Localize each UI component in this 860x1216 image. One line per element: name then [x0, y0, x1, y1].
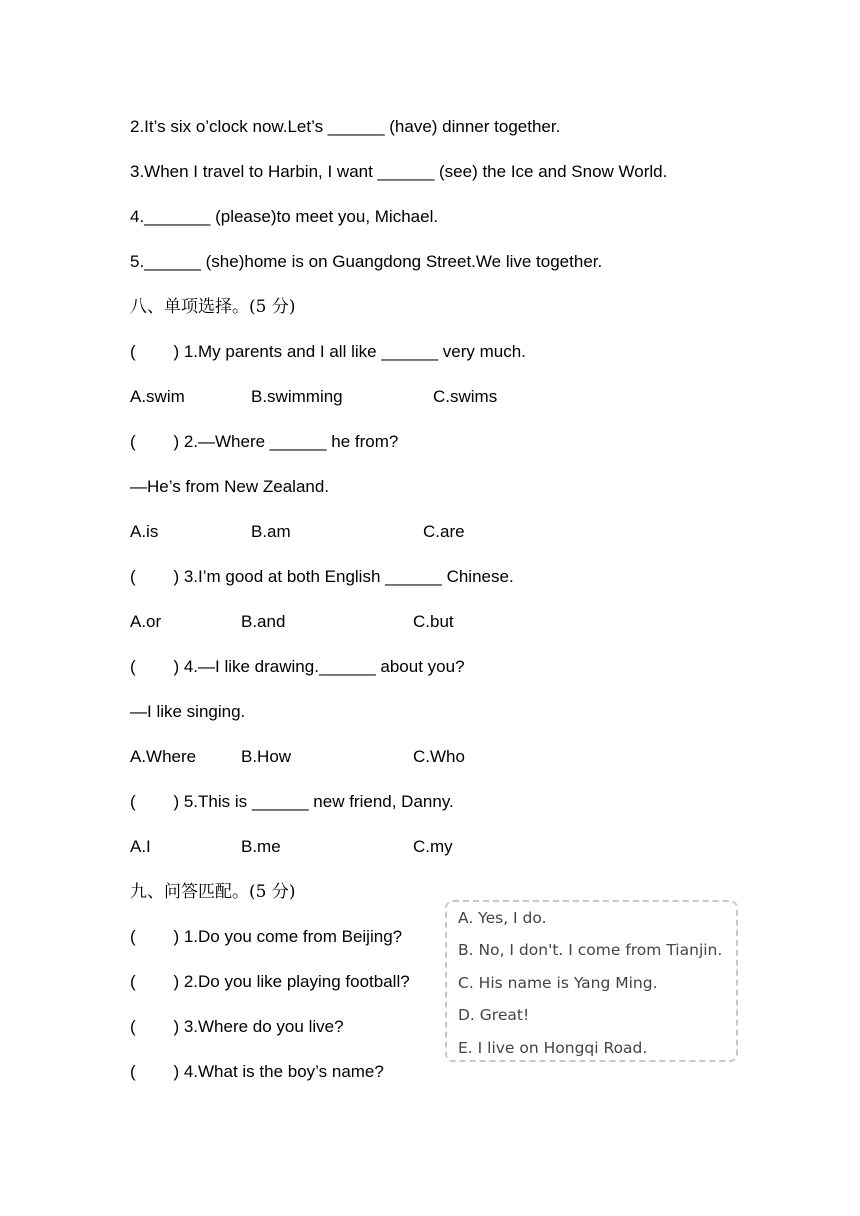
mc-question-5-option-c: C.my [413, 837, 453, 856]
match-question-1: ( ) 1.Do you come from Beijing? [130, 927, 403, 946]
mc-question-3-option-c: C.but [413, 612, 454, 631]
mc-question-3: ( ) 3.I’m good at both English ______ Chinese. [130, 567, 514, 586]
mc-question-5-option-a: A.I [130, 837, 151, 856]
answer-choice-d: D. Great! [458, 1006, 530, 1024]
mc-question-3-option-a: A.or [130, 612, 162, 631]
section-9-heading: 九、问答匹配。(5 分) [130, 882, 296, 902]
match-question-3: ( ) 3.Where do you live? [130, 1017, 344, 1036]
mc-question-1: ( ) 1.My parents and I all like ______ very much. [130, 342, 526, 361]
answer-choice-a: A. Yes, I do. [458, 909, 547, 927]
mc-question-5-option-b: B.me [241, 837, 281, 856]
answer-choice-c: C. His name is Yang Ming. [458, 974, 658, 992]
fill-blank-question-3: 3.When I travel to Harbin, I want ______ (see) the Ice and Snow World. [130, 162, 668, 181]
mc-question-1-option-c: C.swims [433, 387, 498, 406]
mc-question-5: ( ) 5.This is ______ new friend, Danny. [130, 792, 454, 811]
mc-question-4-option-b: B.How [241, 747, 292, 766]
section-8-heading: 八、单项选择。(5 分) [130, 297, 296, 317]
answer-choice-e: E. I live on Hongqi Road. [458, 1039, 648, 1057]
mc-question-4: ( ) 4.—I like drawing.______ about you? [130, 657, 465, 676]
answer-choices-box [445, 900, 738, 1062]
answer-choice-b: B. No, I don't. I come from Tianjin. [458, 941, 723, 959]
fill-blank-question-4: 4._______ (please)to meet you, Michael. [130, 207, 439, 226]
mc-question-2: ( ) 2.—Where ______ he from? [130, 432, 399, 451]
fill-blank-question-5: 5.______ (she)home is on Guangdong Street.We live together. [130, 252, 603, 271]
match-question-2: ( ) 2.Do you like playing football? [130, 972, 410, 991]
mc-question-2-option-c: C.are [423, 522, 465, 541]
mc-question-4-option-a: A.Where [130, 747, 197, 766]
mc-question-2-option-a: A.is [130, 522, 159, 541]
mc-question-1-option-a: A.swim [130, 387, 185, 406]
fill-blank-question-2: 2.It’s six o’clock now.Let’s ______ (have) dinner together. [130, 117, 561, 136]
match-question-4: ( ) 4.What is the boy’s name? [130, 1062, 384, 1081]
mc-question-3-option-b: B.and [241, 612, 286, 631]
mc-question-2-option-b: B.am [251, 522, 291, 541]
mc-question-1-option-b: B.swimming [251, 387, 343, 406]
mc-question-4-option-c: C.Who [413, 747, 465, 766]
mc-question-4-reply: —I like singing. [130, 702, 246, 721]
mc-question-2-reply: —He’s from New Zealand. [130, 477, 330, 496]
